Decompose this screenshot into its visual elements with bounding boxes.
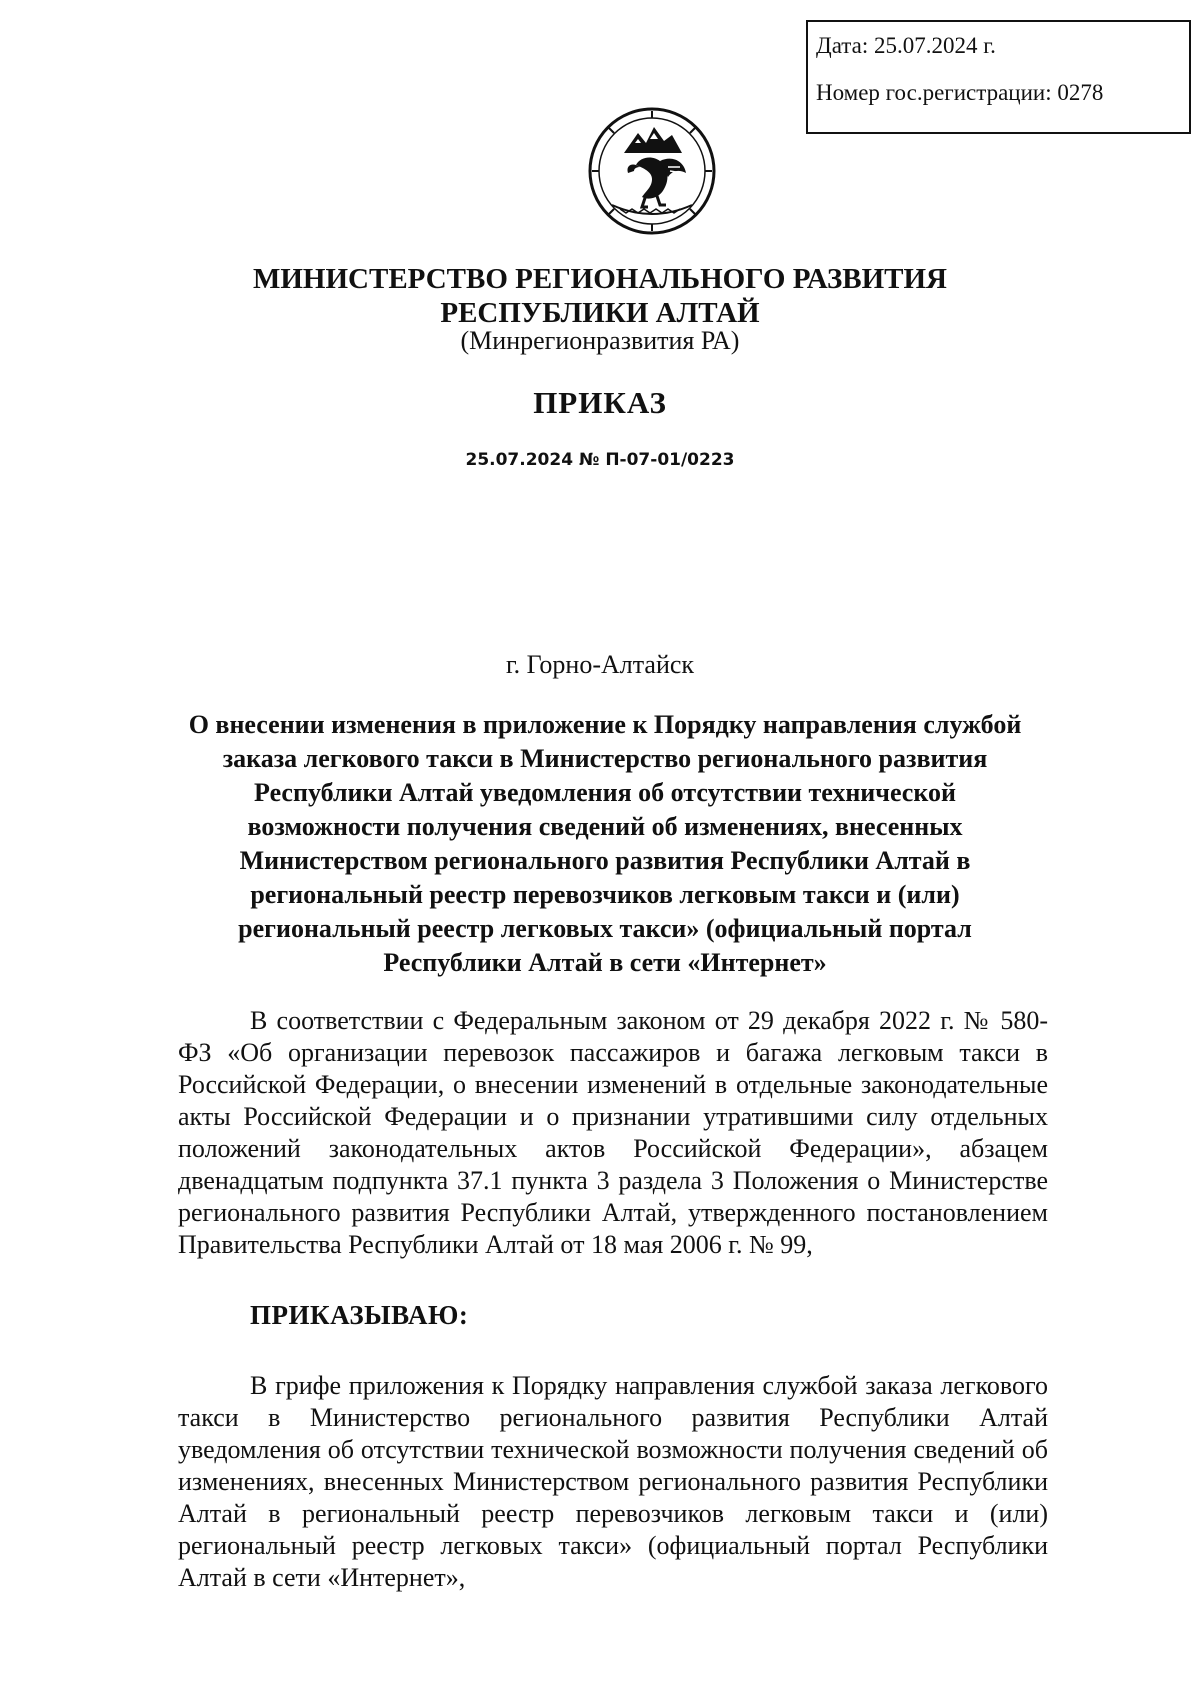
registration-date-value: 25.07.2024 г. [873,33,996,58]
registration-stamp [806,20,1191,134]
preamble-paragraph: В соответствии с Федеральным законом от 29 декабря 2022 г. № 580-ФЗ «Об организации перевозок пассажиров и багажа легковым такси в Российской Федерации, о внесении изменений в отдельные законодательные акты Российской Федерации и о признании утратившими силу отдельных положений законодательных актов Российской Федерации», абзацем двенадцатым подпункта 37.1 пункта 3 раздела 3 Положения о Министерстве регионального развития Республики Алтай, утвержденного постановлением Правительства Республики Алтай от 18 мая 2006 г. № 99, [178,1006,1048,1259]
body-paragraph: В грифе приложения к Порядку направления службой заказа легкового такси в Министерство регионального развития Республики Алтай уведомления об отсутствии технической возможности получения сведений об изменениях, внесенных Министерством регионального развития Республики Алтай в региональный реестр перевозчиков легковым такси и (или) региональный реестр легковых такси» (официальный портал Республики Алтай в сети «Интернет», [178,1371,1048,1592]
ministry-name [0,262,1200,330]
registration-number-value: 0278 [1057,80,1104,105]
document-subject: О внесении изменения в приложение к Порядку направления службой заказа легкового такси в Министерство регионального развития Республики Алтай уведомления об отсутствии технической возможности получения сведений об изменениях, внесенных Министерством регионального развития Республики Алтай в региональный реестр перевозчиков легковым такси и (или) региональный реестр легковых такси» (официальный портал Республики Алтай в сети «Интернет» [188,710,1022,977]
ministry-name-line2: РЕСПУБЛИКИ АЛТАЙ [440,297,760,329]
coat-of-arms-altai-icon [586,105,718,237]
document-number: 25.07.2024 № П-07-01/0223 [465,450,735,470]
document-city: г. Горно-Алтайск [505,650,695,679]
registration-date [816,34,1189,57]
registration-number-label: Номер гос.регистрации: [816,80,1052,105]
registration-number [816,81,1189,104]
ministry-abbreviation: (Минрегионразвития РА) [460,326,740,355]
ministry-name-line1: МИНИСТЕРСТВО РЕГИОНАЛЬНОГО РАЗВИТИЯ [252,263,947,295]
document-type: ПРИКАЗ [533,385,667,420]
order-heading: ПРИКАЗЫВАЮ: [250,1300,469,1330]
registration-date-label: Дата: [816,33,869,58]
